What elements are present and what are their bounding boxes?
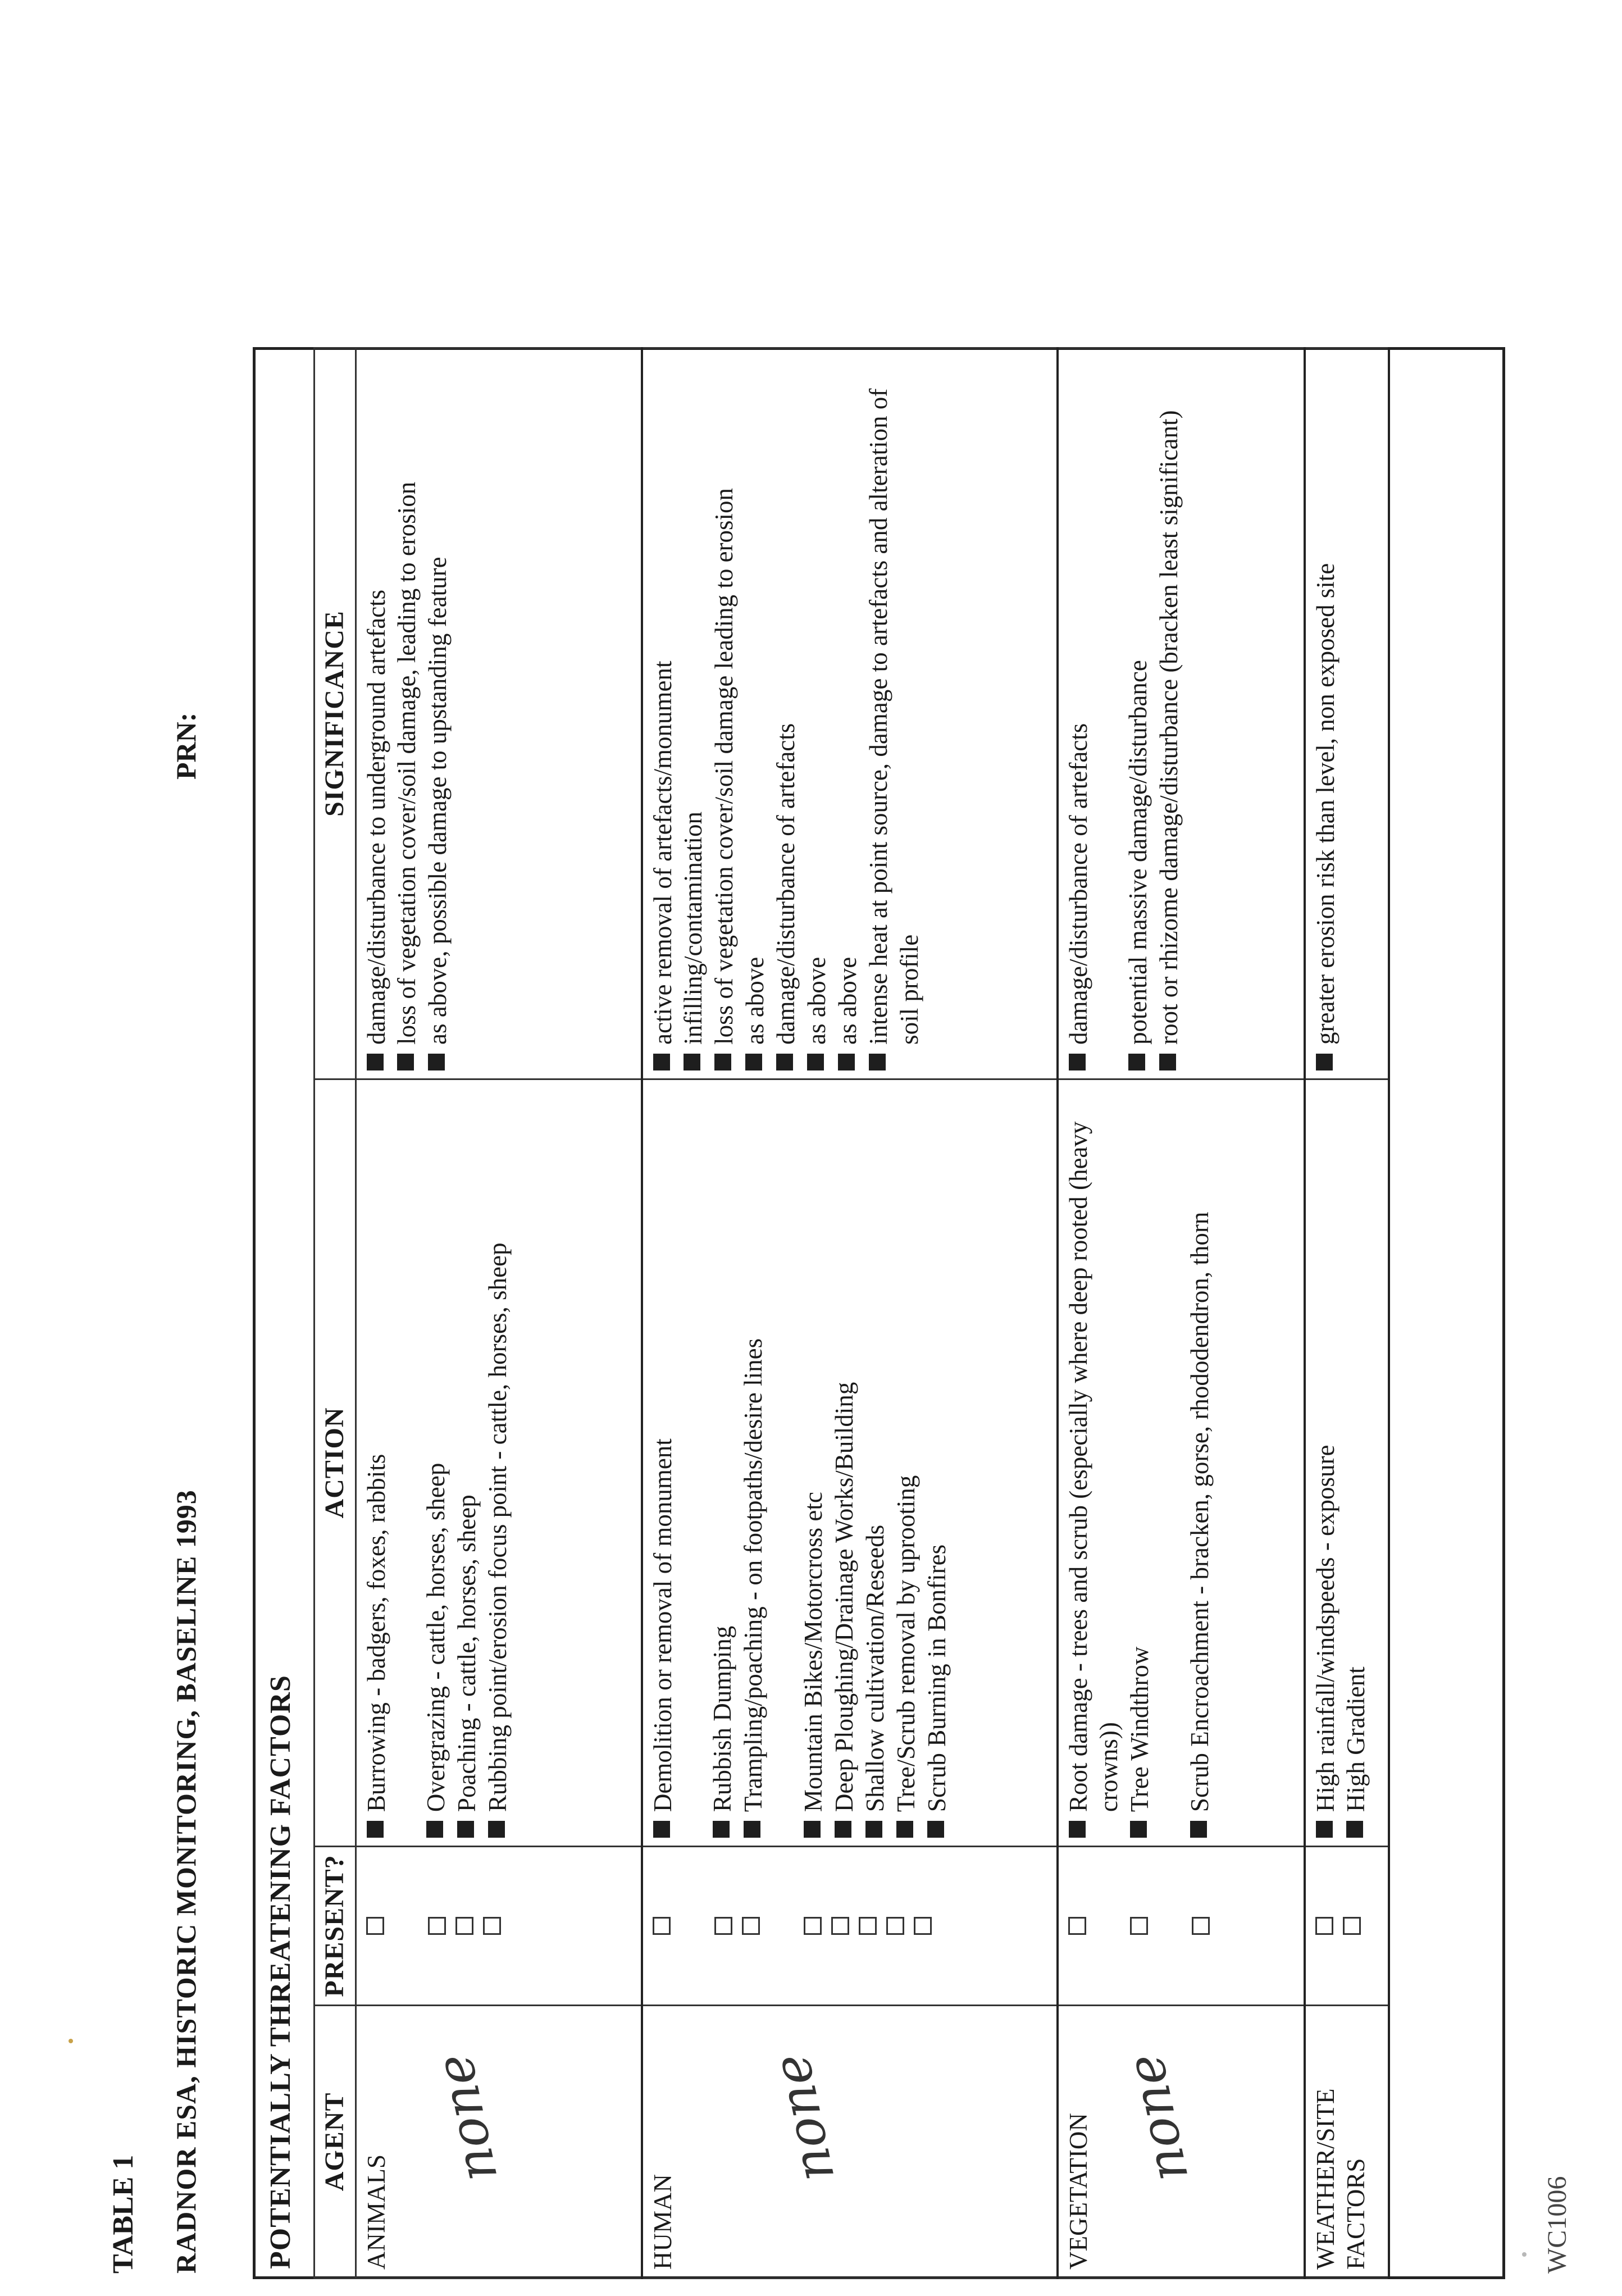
table-row-vegetation bbox=[1058, 348, 1305, 2279]
bullet-icon bbox=[426, 1821, 443, 1838]
bullet-icon bbox=[869, 1054, 886, 1070]
present-checkbox[interactable] bbox=[831, 1917, 849, 1935]
agent-cell bbox=[642, 2005, 1058, 2278]
list-item: Deep Ploughing/Drainage Works/Building bbox=[829, 1088, 860, 1838]
table-row-weather bbox=[1305, 348, 1389, 2279]
bullet-icon bbox=[744, 1821, 760, 1838]
present-checkbox[interactable] bbox=[1343, 1917, 1361, 1935]
present-checkbox[interactable] bbox=[742, 1917, 760, 1935]
column-header-action: ACTION bbox=[315, 1079, 356, 1846]
list-item: Scrub Burning in Bonfires bbox=[922, 1088, 953, 1838]
present-cell bbox=[356, 1847, 642, 2006]
present-checkbox[interactable] bbox=[1192, 1917, 1210, 1935]
bullet-icon bbox=[714, 1054, 731, 1070]
bullet-icon bbox=[1069, 1821, 1086, 1838]
bullet-icon bbox=[457, 1821, 474, 1838]
bullet-icon bbox=[745, 1054, 762, 1070]
list-item: High Gradient bbox=[1341, 1088, 1372, 1838]
action-cell bbox=[1058, 1079, 1305, 1846]
bullet-icon bbox=[804, 1821, 821, 1838]
present-checkbox[interactable] bbox=[455, 1917, 473, 1935]
bullet-icon bbox=[367, 1054, 384, 1070]
handwritten-note: none bbox=[1114, 2049, 1200, 2187]
bullet-icon bbox=[776, 1054, 793, 1070]
bullet-icon bbox=[428, 1054, 445, 1070]
bullet-icon bbox=[1159, 1054, 1176, 1070]
significance-cell bbox=[1058, 348, 1305, 1079]
significance-cell bbox=[1305, 348, 1389, 1079]
present-checkbox[interactable] bbox=[483, 1917, 501, 1935]
action-cell bbox=[642, 1079, 1058, 1846]
agent-cell bbox=[1305, 2005, 1389, 2278]
agent-label: HUMAN bbox=[648, 2174, 677, 2270]
bullet-icon bbox=[1069, 1054, 1086, 1070]
bullet-icon bbox=[927, 1821, 944, 1838]
agent-cell bbox=[356, 2005, 642, 2278]
list-item: Rubbing point/erosion focus point - cattle, horses, sheep bbox=[482, 1088, 513, 1838]
agent-label: VEGETATION bbox=[1064, 2113, 1092, 2270]
list-item: Tree Windthrow bbox=[1124, 1088, 1155, 1838]
bullet-icon bbox=[1128, 1054, 1145, 1070]
list-item: Mountain Bikes/Motorcross etc bbox=[798, 1088, 829, 1838]
action-cell bbox=[356, 1079, 642, 1846]
table-row-animals bbox=[356, 348, 642, 2279]
bullet-icon bbox=[896, 1821, 913, 1838]
present-checkbox[interactable] bbox=[914, 1917, 932, 1935]
threat-table bbox=[313, 347, 1390, 2279]
document-code: WC1006 bbox=[1542, 2176, 1572, 2274]
bullet-icon bbox=[713, 1821, 730, 1838]
present-checkbox[interactable] bbox=[428, 1917, 446, 1935]
significance-cell bbox=[356, 348, 642, 1079]
list-item: loss of vegetation cover/soil damage leading to erosion bbox=[709, 357, 740, 1070]
handwritten-note: none bbox=[423, 2049, 509, 2187]
list-item: Poaching - cattle, horses, sheep bbox=[452, 1088, 482, 1838]
bullet-icon bbox=[1130, 1821, 1147, 1838]
list-item: damage/disturbance to underground artefacts bbox=[361, 357, 392, 1070]
present-checkbox[interactable] bbox=[366, 1917, 384, 1935]
present-checkbox[interactable] bbox=[859, 1917, 877, 1935]
bullet-icon bbox=[835, 1821, 851, 1838]
table-row-human bbox=[642, 348, 1058, 2279]
scan-speck bbox=[1522, 2252, 1527, 2257]
list-item: Trampling/poaching - on footpaths/desire lines bbox=[738, 1088, 769, 1838]
list-item: as above, possible damage to upstanding feature bbox=[422, 357, 453, 1070]
list-item: Scrub Encroachment - bracken, gorse, rhododendron, thorn bbox=[1184, 1088, 1215, 1838]
list-item: as above bbox=[740, 357, 771, 1070]
list-item: Burrowing - badgers, foxes, rabbits bbox=[361, 1088, 392, 1838]
bullet-icon bbox=[653, 1054, 670, 1070]
list-item: potential massive damage/disturbance bbox=[1123, 357, 1154, 1070]
column-header-significance: SIGNIFICANCE bbox=[315, 348, 356, 1079]
present-cell bbox=[1058, 1847, 1305, 2006]
table-label: TABLE 1 bbox=[107, 2154, 139, 2274]
column-header-present: PRESENT? bbox=[315, 1847, 356, 2006]
present-cell bbox=[642, 1847, 1058, 2006]
bullet-icon bbox=[397, 1054, 414, 1070]
present-checkbox[interactable] bbox=[653, 1917, 671, 1935]
list-item: Root damage - trees and scrub (especially where deep rooted (heavy crowns)) bbox=[1063, 1088, 1125, 1838]
list-item: Demolition or removal of monument bbox=[648, 1088, 678, 1838]
list-item: greater erosion risk than level, non exposed site bbox=[1310, 357, 1341, 1070]
list-item: infilling/contamination bbox=[678, 357, 709, 1070]
present-checkbox[interactable] bbox=[886, 1917, 904, 1935]
bullet-icon bbox=[1346, 1821, 1363, 1838]
agent-label: ANIMALS bbox=[362, 2154, 390, 2270]
list-item: active removal of artefacts/monument bbox=[648, 357, 678, 1070]
agent-cell bbox=[1058, 2005, 1305, 2278]
scan-speck bbox=[69, 2039, 73, 2043]
list-item: Rubbish Dumping bbox=[707, 1088, 738, 1838]
present-checkbox[interactable] bbox=[804, 1917, 822, 1935]
list-item: Overgrazing - cattle, horses, sheep bbox=[421, 1088, 452, 1838]
list-item: intense heat at point source, damage to artefacts and alteration of soil profile bbox=[863, 357, 925, 1070]
bullet-icon bbox=[367, 1821, 384, 1838]
document-title: RADNOR ESA, HISTORIC MONITORING, BASELINE 1993 bbox=[170, 1489, 202, 2274]
bullet-icon bbox=[838, 1054, 855, 1070]
present-checkbox[interactable] bbox=[1315, 1917, 1333, 1935]
agent-label: WEATHER/SITE FACTORS bbox=[1311, 2088, 1370, 2270]
list-item: as above bbox=[832, 357, 863, 1070]
bullet-icon bbox=[865, 1821, 882, 1838]
bullet-icon bbox=[807, 1054, 824, 1070]
column-header-agent: AGENT bbox=[315, 2005, 356, 2278]
present-checkbox[interactable] bbox=[1130, 1917, 1148, 1935]
present-checkbox[interactable] bbox=[1068, 1917, 1086, 1935]
prn-label: PRN: bbox=[170, 712, 202, 780]
bullet-icon bbox=[1316, 1054, 1333, 1070]
list-item: damage/disturbance of artefacts bbox=[1063, 357, 1094, 1070]
list-item: as above bbox=[801, 357, 832, 1070]
rotated-document bbox=[107, 139, 1622, 2296]
present-checkbox[interactable] bbox=[714, 1917, 732, 1935]
handwritten-note: none bbox=[760, 2049, 846, 2187]
bullet-icon bbox=[1190, 1821, 1207, 1838]
bullet-icon bbox=[488, 1821, 505, 1838]
list-item: Shallow cultivation/Reseeds bbox=[860, 1088, 891, 1838]
list-item: damage/disturbance of artefacts bbox=[771, 357, 801, 1070]
list-item: High rainfall/windspeeds - exposure bbox=[1310, 1088, 1341, 1838]
bullet-icon bbox=[653, 1821, 670, 1838]
header-row bbox=[315, 348, 356, 2279]
list-item: loss of vegetation cover/soil damage, leading to erosion bbox=[391, 357, 422, 1070]
section-title: POTENTIALLY THREATENING FACTORS bbox=[265, 1675, 297, 2269]
bullet-icon bbox=[1316, 1821, 1333, 1838]
present-cell bbox=[1305, 1847, 1389, 2006]
action-cell bbox=[1305, 1079, 1389, 1846]
bullet-icon bbox=[684, 1054, 700, 1070]
list-item: Tree/Scrub removal by uprooting bbox=[891, 1088, 922, 1838]
significance-cell bbox=[642, 348, 1058, 1079]
list-item: root or rhizome damage/disturbance (bracken least significant) bbox=[1154, 357, 1184, 1070]
